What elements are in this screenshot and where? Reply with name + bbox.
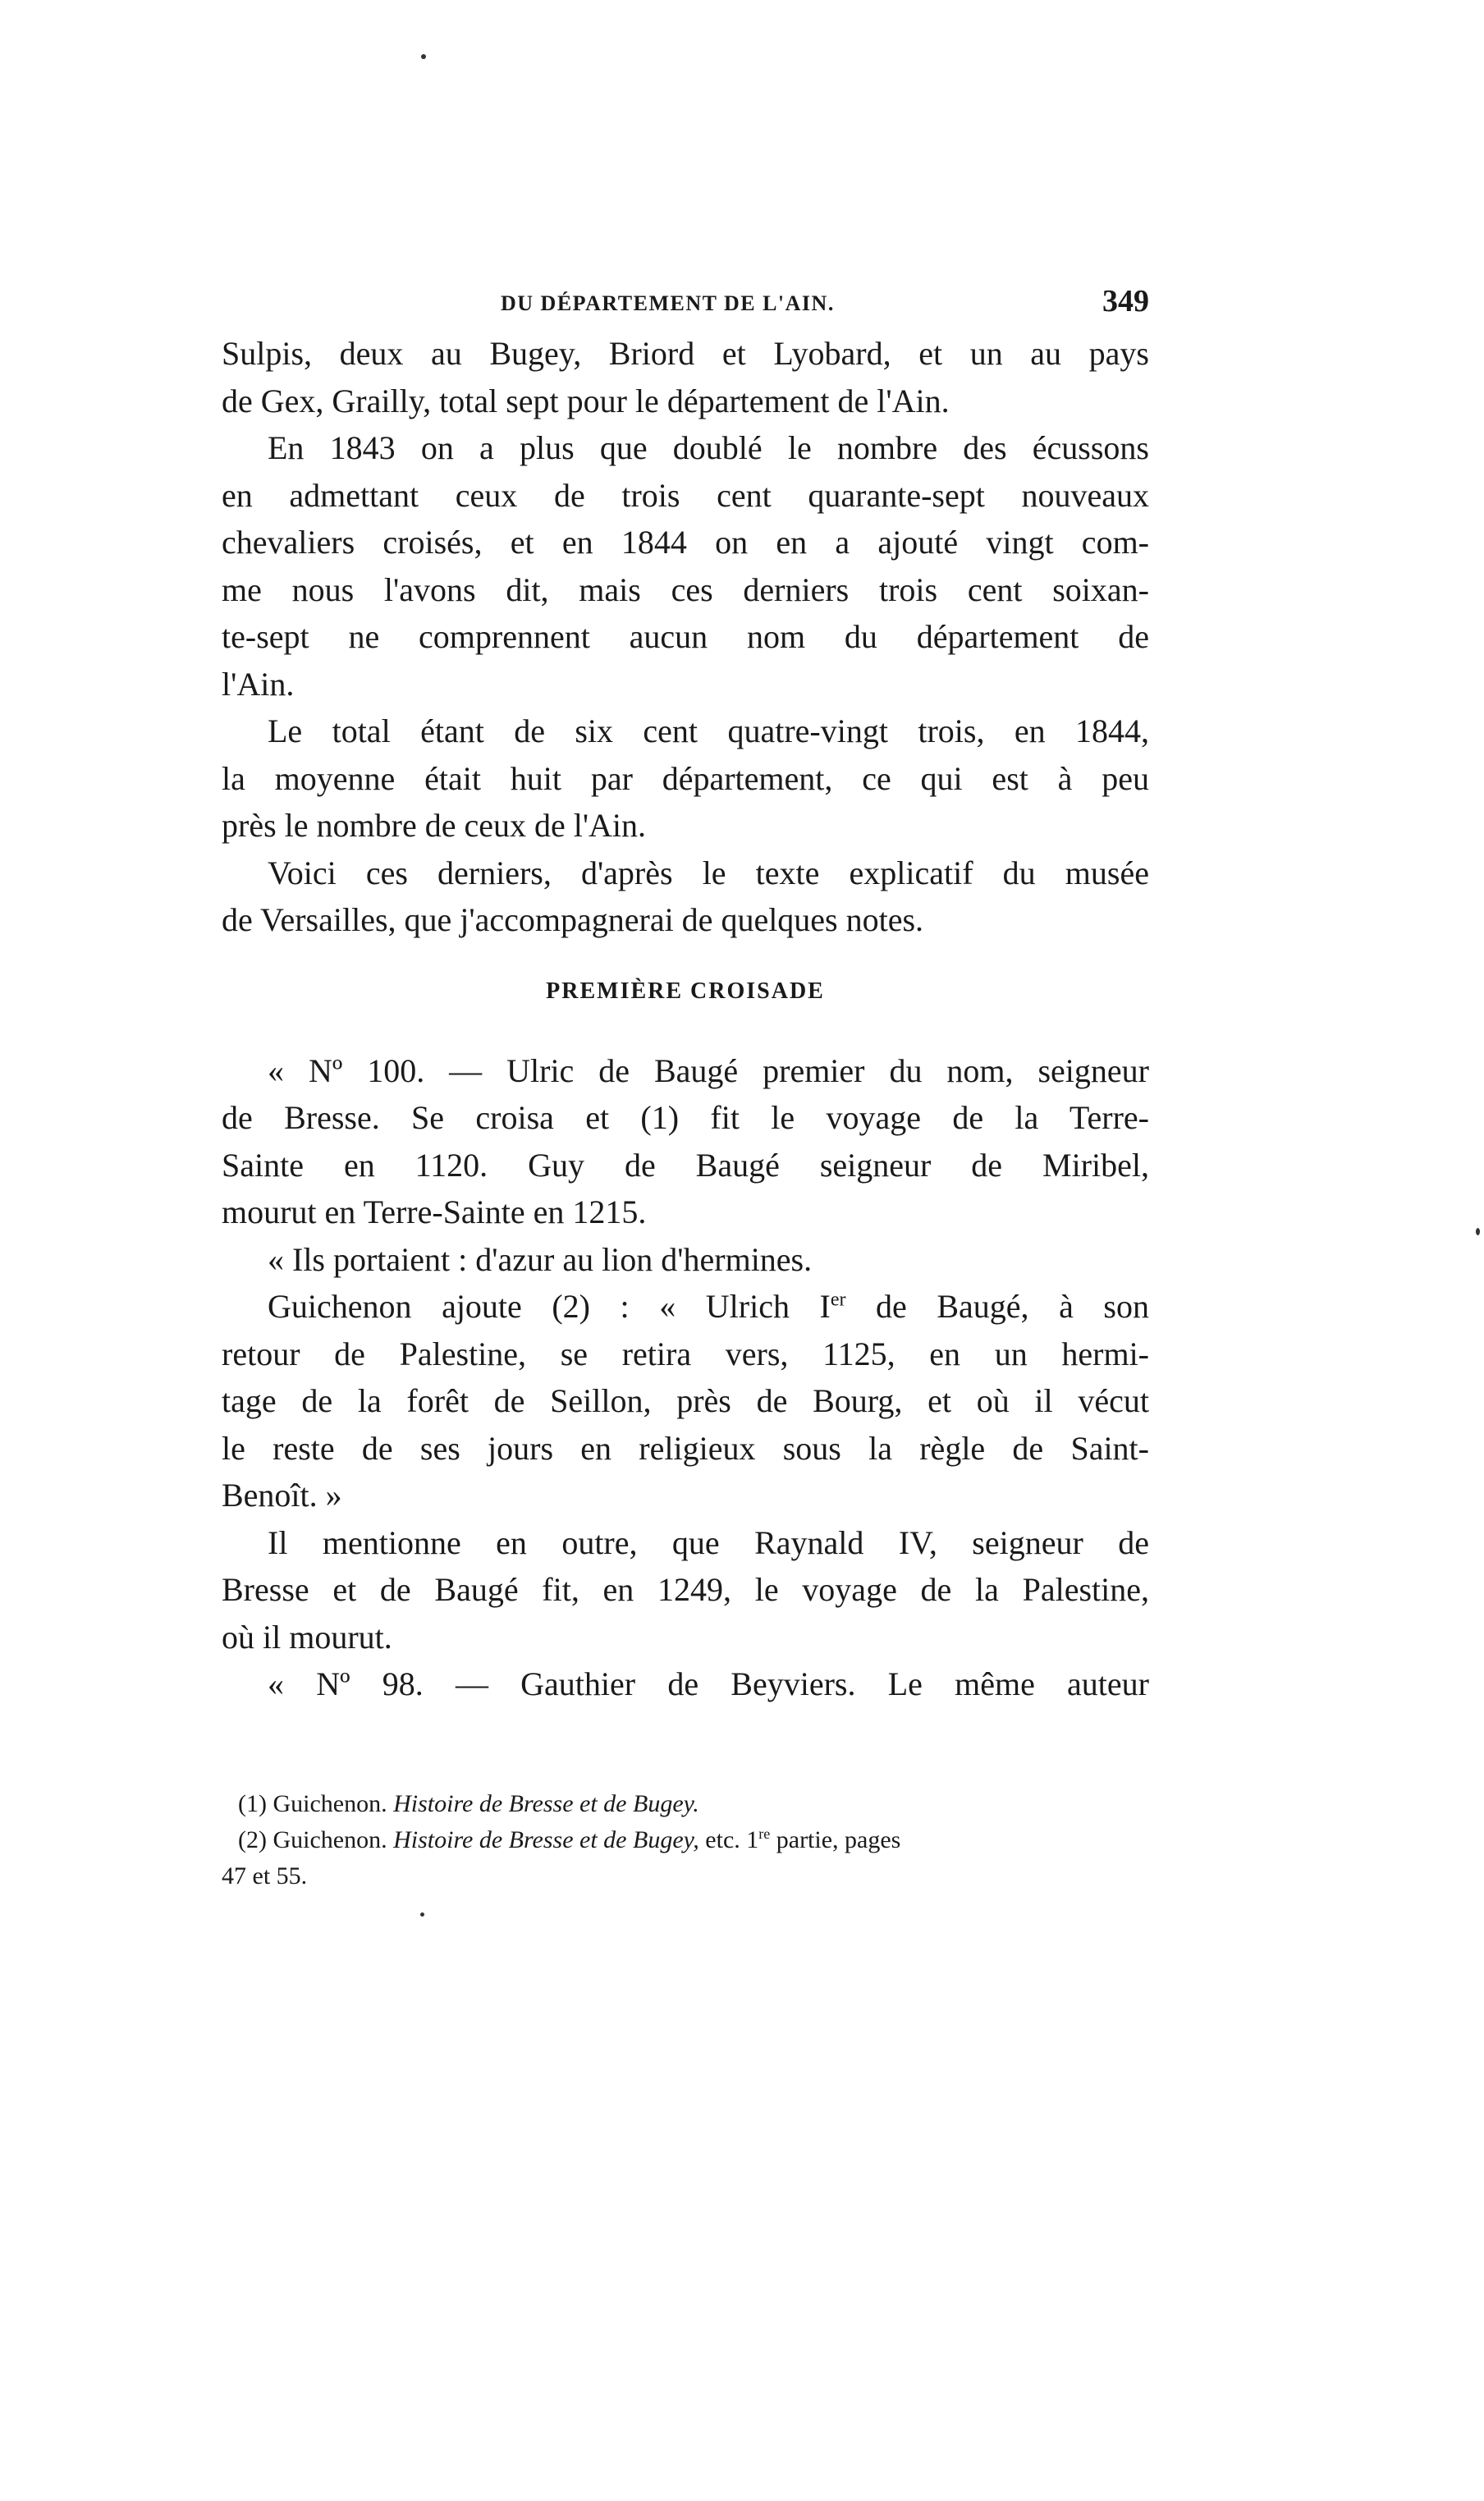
page-number: 349 bbox=[1102, 284, 1149, 318]
superscript: er bbox=[830, 1289, 846, 1311]
print-speck bbox=[421, 54, 426, 59]
footnote-marker: (1) bbox=[238, 1790, 267, 1817]
running-head bbox=[222, 283, 1149, 324]
footnote-2-continuation: 47 et 55. bbox=[222, 1862, 308, 1889]
text-line: te-sept ne comprennent aucun nom du département de bbox=[222, 618, 1149, 655]
footnote-author: Guichenon. bbox=[273, 1790, 387, 1817]
text-line: de Versailles, que j'accompagnerai de quelques notes. bbox=[222, 901, 924, 938]
text-line: « Nº 100. — Ulric de Baugé premier du nom, seigneur bbox=[268, 1051, 1149, 1089]
text-line: Sulpis, deux au Bugey, Briord et Lyobard, et un au pays bbox=[222, 335, 1149, 372]
text-line: me nous l'avons dit, mais ces derniers trois cent soixan- bbox=[222, 570, 1149, 608]
footnote-title: Histoire de Bresse et de Bugey, bbox=[393, 1826, 699, 1853]
text-line: tage de la forêt de Seillon, près de Bourg, et où il vécut bbox=[222, 1382, 1149, 1419]
text-line: près le nombre de ceux de l'Ain. bbox=[222, 807, 647, 844]
text-line: retour de Palestine, se retira vers, 1125, en un hermi- bbox=[222, 1335, 1149, 1372]
text-line: chevaliers croisés, et en 1844 on en a ajouté vingt com- bbox=[222, 524, 1149, 561]
text-line: Bresse et de Baugé fit, en 1249, le voyage de la Palestine, bbox=[222, 1571, 1149, 1608]
text-line: la moyenne était huit par département, ce qui est à peu bbox=[222, 759, 1149, 797]
text-line: l'Ain. bbox=[222, 665, 295, 703]
text-fragment: de Baugé, à son bbox=[845, 1288, 1149, 1325]
print-speck bbox=[1476, 1228, 1480, 1235]
footnotes bbox=[222, 1786, 1149, 1894]
footnote-marker: (2) bbox=[238, 1826, 267, 1853]
text-line: Sainte en 1120. Guy de Baugé seigneur de Miribel, bbox=[222, 1146, 1149, 1184]
text-line: où il mourut. bbox=[222, 1618, 392, 1656]
footnote-title: Histoire de Bresse et de Bugey. bbox=[393, 1790, 699, 1817]
footnote-2 bbox=[238, 1822, 1149, 1858]
text-line: de Gex, Grailly, total sept pour le département de l'Ain. bbox=[222, 382, 950, 419]
footnote-text: etc. 1 bbox=[698, 1826, 759, 1853]
text-line: Voici ces derniers, d'après le texte explicatif du musée bbox=[268, 854, 1149, 891]
footnote-author: Guichenon. bbox=[273, 1826, 387, 1853]
text-line bbox=[222, 1283, 1149, 1331]
text-line: en admettant ceux de trois cent quarante-sept nouveaux bbox=[222, 476, 1149, 514]
text-fragment: Guichenon ajoute (2) : « Ulrich I bbox=[268, 1288, 831, 1325]
body-text bbox=[222, 330, 1149, 1708]
text-line: Le total étant de six cent quatre-vingt trois, en 1844, bbox=[268, 712, 1149, 749]
text-line: « Ils portaient : d'azur au lion d'hermines. bbox=[268, 1240, 813, 1278]
footnote-1 bbox=[238, 1786, 1149, 1822]
running-title: DU DÉPARTEMENT DE L'AIN. bbox=[501, 291, 835, 315]
superscript: re bbox=[758, 1825, 771, 1842]
text-line: le reste de ses jours en religieux sous la règle de Saint- bbox=[222, 1429, 1149, 1467]
text-line: de Bresse. Se croisa et (1) fit le voyage de la Terre- bbox=[222, 1099, 1149, 1136]
text-line: Benoît. » bbox=[222, 1477, 342, 1514]
text-line: « Nº 98. — Gauthier de Beyviers. Le même auteur bbox=[268, 1665, 1149, 1702]
text-line: mourut en Terre-Sainte en 1215. bbox=[222, 1193, 647, 1230]
print-speck bbox=[420, 1912, 424, 1917]
section-heading: PREMIÈRE CROISADE bbox=[546, 978, 825, 1004]
text-line: Il mentionne en outre, que Raynald IV, seigneur de bbox=[268, 1523, 1149, 1561]
text-line: En 1843 on a plus que doublé le nombre des écussons bbox=[268, 429, 1149, 466]
footnote-text: partie, pages bbox=[770, 1826, 901, 1853]
